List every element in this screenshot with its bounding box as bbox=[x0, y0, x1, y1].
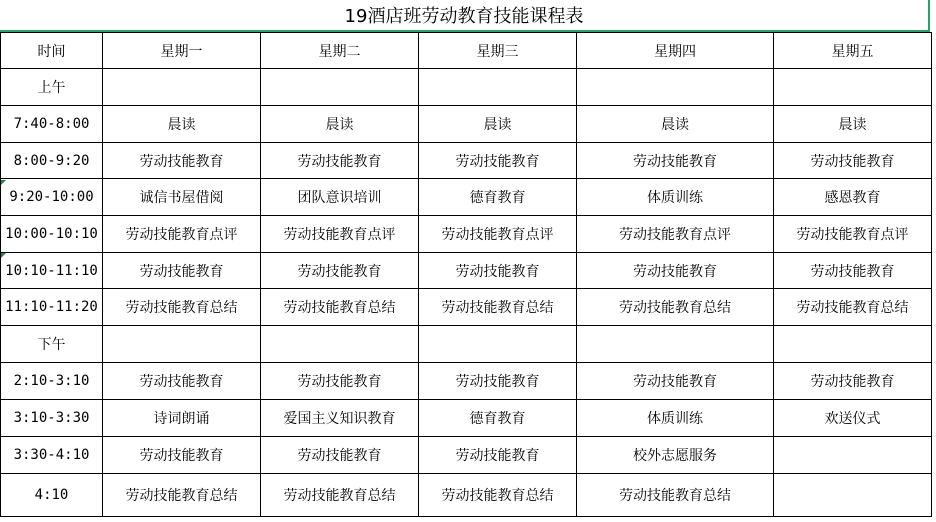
cell-monday[interactable] bbox=[103, 326, 261, 363]
cell-thursday[interactable]: 劳动技能教育点评 bbox=[577, 216, 774, 253]
table-row bbox=[1, 326, 932, 363]
cell-tuesday[interactable]: 劳动技能教育 bbox=[261, 363, 419, 400]
cell-wednesday[interactable]: 劳动技能教育点评 bbox=[419, 216, 577, 253]
cell-thursday[interactable]: 校外志愿服务 bbox=[577, 437, 774, 474]
header-cell-wednesday[interactable]: 星期三 bbox=[419, 33, 577, 69]
table-title[interactable]: 19酒店班劳动教育技能课程表 bbox=[0, 0, 930, 32]
cell-time[interactable]: 2:10-3:10 bbox=[1, 363, 103, 400]
cell-wednesday[interactable]: 劳动技能教育总结 bbox=[419, 474, 577, 517]
cell-comment-marker bbox=[1, 180, 6, 185]
cell-tuesday[interactable]: 劳动技能教育 bbox=[261, 437, 419, 474]
table-row bbox=[1, 216, 932, 253]
cell-monday[interactable]: 劳动技能教育 bbox=[103, 437, 261, 474]
header-cell-time[interactable]: 时间 bbox=[1, 33, 103, 69]
cell-tuesday[interactable]: 劳动技能教育 bbox=[261, 253, 419, 289]
table-row bbox=[1, 253, 932, 289]
cell-friday[interactable]: 感恩教育 bbox=[774, 179, 932, 216]
cell-monday[interactable]: 劳动技能教育总结 bbox=[103, 474, 261, 517]
cell-friday[interactable]: 晨读 bbox=[774, 106, 932, 143]
cell-thursday[interactable]: 晨读 bbox=[577, 106, 774, 143]
header-cell-monday[interactable]: 星期一 bbox=[103, 33, 261, 69]
cell-friday[interactable] bbox=[774, 474, 932, 517]
schedule-table bbox=[0, 32, 932, 517]
cell-tuesday[interactable]: 爱国主义知识教育 bbox=[261, 400, 419, 437]
cell-wednesday[interactable]: 劳动技能教育 bbox=[419, 143, 577, 179]
cell-time[interactable]: 11:10-11:20 bbox=[1, 289, 103, 326]
header-cell-tuesday[interactable]: 星期二 bbox=[261, 33, 419, 69]
cell-friday[interactable]: 劳动技能教育总结 bbox=[774, 289, 932, 326]
cell-wednesday[interactable]: 德育教育 bbox=[419, 400, 577, 437]
table-row bbox=[1, 400, 932, 437]
cell-wednesday[interactable] bbox=[419, 326, 577, 363]
cell-tuesday[interactable]: 劳动技能教育总结 bbox=[261, 289, 419, 326]
cell-monday[interactable]: 诚信书屋借阅 bbox=[103, 179, 261, 216]
header-cell-thursday[interactable]: 星期四 bbox=[577, 33, 774, 69]
table-row bbox=[1, 69, 932, 106]
cell-monday[interactable]: 劳动技能教育 bbox=[103, 253, 261, 289]
table-row bbox=[1, 143, 932, 179]
cell-time[interactable]: 4:10 bbox=[1, 474, 103, 517]
table-row bbox=[1, 289, 932, 326]
cell-monday[interactable] bbox=[103, 69, 261, 106]
cell-thursday[interactable] bbox=[577, 69, 774, 106]
cell-friday[interactable] bbox=[774, 69, 932, 106]
cell-thursday[interactable]: 体质训练 bbox=[577, 179, 774, 216]
cell-monday[interactable]: 晨读 bbox=[103, 106, 261, 143]
cell-time[interactable]: 上午 bbox=[1, 69, 103, 106]
cell-time[interactable]: 3:30-4:10 bbox=[1, 437, 103, 474]
cell-time[interactable]: 9:20-10:00 bbox=[1, 179, 103, 216]
cell-friday[interactable] bbox=[774, 326, 932, 363]
table-row bbox=[1, 474, 932, 517]
cell-monday[interactable]: 劳动技能教育点评 bbox=[103, 216, 261, 253]
cell-wednesday[interactable]: 晨读 bbox=[419, 106, 577, 143]
header-row bbox=[1, 33, 932, 69]
cell-thursday[interactable]: 劳动技能教育总结 bbox=[577, 289, 774, 326]
cell-thursday[interactable]: 劳动技能教育总结 bbox=[577, 474, 774, 517]
cell-thursday[interactable]: 体质训练 bbox=[577, 400, 774, 437]
cell-monday[interactable]: 劳动技能教育 bbox=[103, 143, 261, 179]
cell-friday[interactable]: 劳动技能教育 bbox=[774, 143, 932, 179]
cell-time[interactable]: 10:10-11:10 bbox=[1, 253, 103, 289]
cell-monday[interactable]: 劳动技能教育总结 bbox=[103, 289, 261, 326]
cell-thursday[interactable] bbox=[577, 326, 774, 363]
cell-tuesday[interactable]: 劳动技能教育点评 bbox=[261, 216, 419, 253]
cell-wednesday[interactable]: 劳动技能教育 bbox=[419, 253, 577, 289]
cell-monday[interactable]: 诗词朗诵 bbox=[103, 400, 261, 437]
cell-time[interactable]: 10:00-10:10 bbox=[1, 216, 103, 253]
cell-wednesday[interactable]: 德育教育 bbox=[419, 179, 577, 216]
cell-friday[interactable]: 劳动技能教育点评 bbox=[774, 216, 932, 253]
cell-thursday[interactable]: 劳动技能教育 bbox=[577, 363, 774, 400]
table-row bbox=[1, 106, 932, 143]
cell-time[interactable]: 3:10-3:30 bbox=[1, 400, 103, 437]
cell-friday[interactable]: 劳动技能教育 bbox=[774, 363, 932, 400]
table-row bbox=[1, 179, 932, 216]
cell-friday[interactable] bbox=[774, 437, 932, 474]
cell-wednesday[interactable]: 劳动技能教育 bbox=[419, 363, 577, 400]
cell-time[interactable]: 8:00-9:20 bbox=[1, 143, 103, 179]
table-row bbox=[1, 363, 932, 400]
cell-friday[interactable]: 劳动技能教育 bbox=[774, 253, 932, 289]
header-cell-friday[interactable]: 星期五 bbox=[774, 33, 932, 69]
cell-tuesday[interactable] bbox=[261, 326, 419, 363]
cell-wednesday[interactable]: 劳动技能教育总结 bbox=[419, 289, 577, 326]
cell-comment-marker bbox=[1, 253, 6, 258]
cell-tuesday[interactable]: 晨读 bbox=[261, 106, 419, 143]
cell-wednesday[interactable]: 劳动技能教育 bbox=[419, 437, 577, 474]
cell-tuesday[interactable]: 劳动技能教育总结 bbox=[261, 474, 419, 517]
cell-wednesday[interactable] bbox=[419, 69, 577, 106]
cell-tuesday[interactable]: 团队意识培训 bbox=[261, 179, 419, 216]
cell-thursday[interactable]: 劳动技能教育 bbox=[577, 253, 774, 289]
cell-time[interactable]: 下午 bbox=[1, 326, 103, 363]
cell-tuesday[interactable]: 劳动技能教育 bbox=[261, 143, 419, 179]
cell-friday[interactable]: 欢送仪式 bbox=[774, 400, 932, 437]
cell-thursday[interactable]: 劳动技能教育 bbox=[577, 143, 774, 179]
cell-monday[interactable]: 劳动技能教育 bbox=[103, 363, 261, 400]
cell-time[interactable]: 7:40-8:00 bbox=[1, 106, 103, 143]
table-row bbox=[1, 437, 932, 474]
cell-tuesday[interactable] bbox=[261, 69, 419, 106]
